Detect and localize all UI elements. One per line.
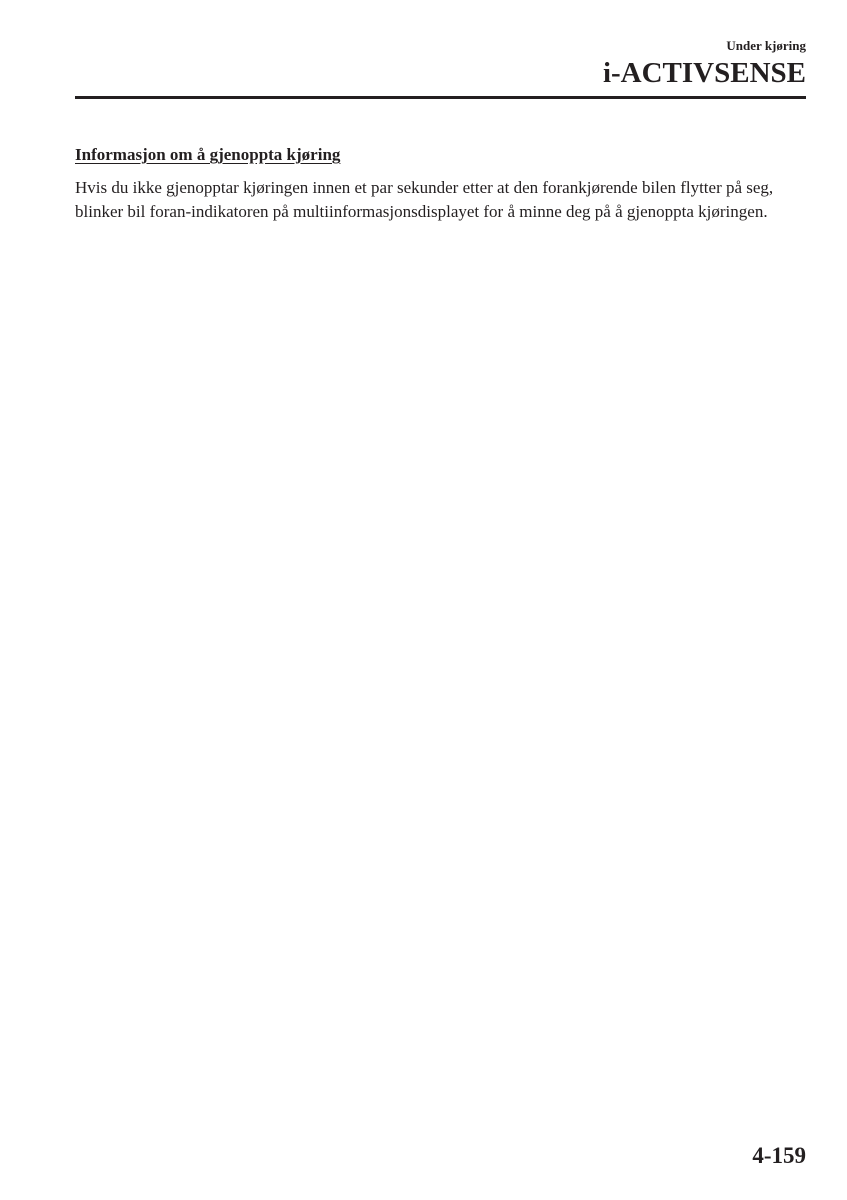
page-number: 4-159 — [752, 1143, 806, 1168]
chapter-title: Under kjøring — [726, 38, 806, 53]
header-divider — [75, 96, 806, 99]
page-header — [75, 38, 806, 90]
body-paragraph: Hvis du ikke gjenopptar kjøringen innen et par sekunder etter at den forankjørende bilen flytter på seg, blinker bil foran-indikatoren på multiinformasjonsdisplayet for å minne deg på å gjenoppta kjøringen. — [75, 178, 774, 221]
section-title: i-ACTIVSENSE — [602, 57, 806, 89]
main-content — [75, 144, 806, 224]
subheading: Informasjon om å gjenoppta kjøring — [75, 145, 341, 164]
